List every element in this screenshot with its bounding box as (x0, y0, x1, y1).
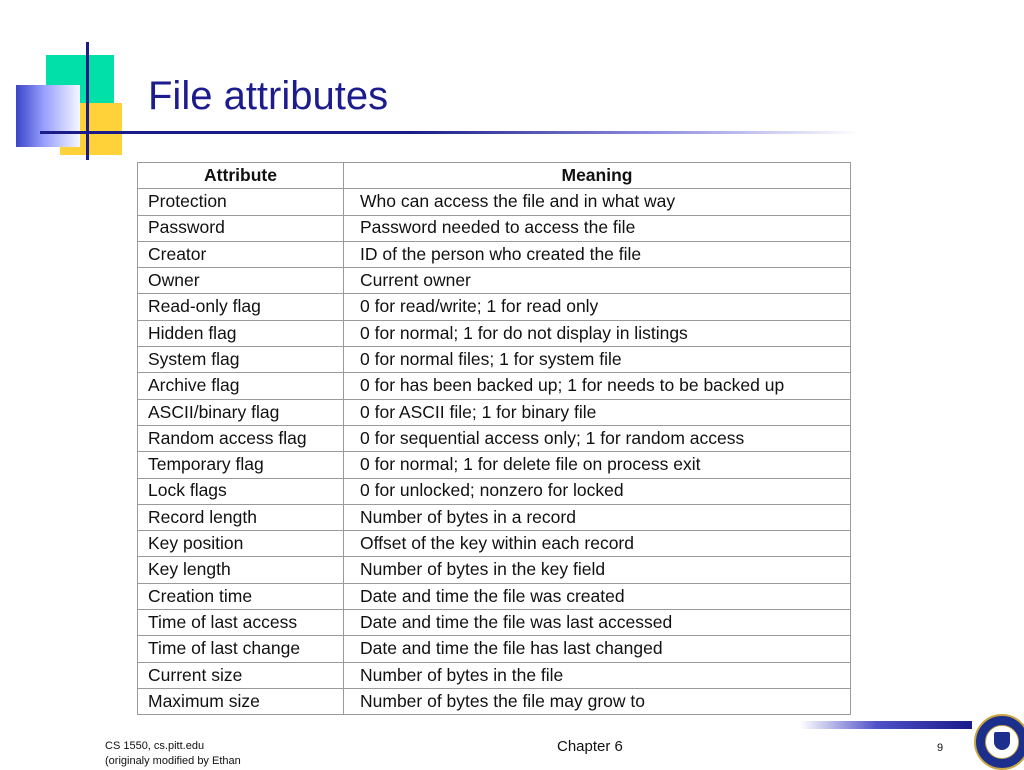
slide-title: File attributes (148, 74, 389, 118)
attribute-cell: Random access flag (138, 425, 344, 451)
table-row (138, 557, 851, 583)
attribute-cell: Temporary flag (138, 452, 344, 478)
footer-accent-bar (800, 721, 972, 729)
attribute-cell: Archive flag (138, 373, 344, 399)
attribute-cell: Owner (138, 268, 344, 294)
attribute-cell: Hidden flag (138, 320, 344, 346)
header-attribute: Attribute (138, 163, 344, 189)
meaning-cell: 0 for sequential access only; 1 for random access (344, 425, 851, 451)
meaning-cell: Number of bytes in the file (344, 662, 851, 688)
header-meaning: Meaning (344, 163, 851, 189)
table-row (138, 399, 851, 425)
seal-shield-icon (994, 732, 1010, 750)
meaning-cell: 0 for normal; 1 for do not display in listings (344, 320, 851, 346)
table-row (138, 478, 851, 504)
attribute-cell: Creator (138, 241, 344, 267)
meaning-cell: Offset of the key within each record (344, 531, 851, 557)
meaning-cell: 0 for ASCII file; 1 for binary file (344, 399, 851, 425)
table-row (138, 320, 851, 346)
table-row (138, 189, 851, 215)
footer-chapter: Chapter 6 (557, 738, 623, 755)
attribute-cell: Key length (138, 557, 344, 583)
meaning-cell: Date and time the file was created (344, 583, 851, 609)
table-row (138, 610, 851, 636)
attribute-cell: Creation time (138, 583, 344, 609)
table-row (138, 215, 851, 241)
attribute-cell: Password (138, 215, 344, 241)
table-row (138, 531, 851, 557)
table-row (138, 347, 851, 373)
meaning-cell: Number of bytes in the key field (344, 557, 851, 583)
footer-course-line: CS 1550, cs.pitt.edu (105, 740, 205, 752)
seal-inner-ring (985, 725, 1019, 759)
attribute-cell: Time of last change (138, 636, 344, 662)
university-seal-icon (974, 714, 1024, 770)
table-row (138, 268, 851, 294)
table-row (138, 688, 851, 714)
table-row (138, 636, 851, 662)
table-row (138, 583, 851, 609)
meaning-cell: Date and time the file was last accessed (344, 610, 851, 636)
attribute-cell: Key position (138, 531, 344, 557)
meaning-cell: Number of bytes the file may grow to (344, 688, 851, 714)
attribute-cell: Lock flags (138, 478, 344, 504)
table-row (138, 662, 851, 688)
table-header-row (138, 163, 851, 189)
attribute-cell: ASCII/binary flag (138, 399, 344, 425)
table-row (138, 425, 851, 451)
table-row (138, 452, 851, 478)
attribute-cell: Current size (138, 662, 344, 688)
slide-number: 9 (937, 742, 944, 754)
attribute-cell: Protection (138, 189, 344, 215)
meaning-cell: Who can access the file and in what way (344, 189, 851, 215)
attribute-cell: Record length (138, 504, 344, 530)
table-row (138, 373, 851, 399)
decorative-blue-gradient-square (16, 85, 80, 147)
meaning-cell: 0 for unlocked; nonzero for locked (344, 478, 851, 504)
meaning-cell: ID of the person who created the file (344, 241, 851, 267)
meaning-cell: Date and time the file has last changed (344, 636, 851, 662)
table-row (138, 504, 851, 530)
file-attributes-table (137, 162, 851, 715)
meaning-cell: 0 for has been backed up; 1 for needs to be backed up (344, 373, 851, 399)
meaning-cell: Password needed to access the file (344, 215, 851, 241)
meaning-cell: 0 for normal files; 1 for system file (344, 347, 851, 373)
meaning-cell: Number of bytes in a record (344, 504, 851, 530)
footer-course-info (105, 739, 241, 769)
attribute-cell: Time of last access (138, 610, 344, 636)
attribute-cell: Maximum size (138, 688, 344, 714)
title-underline (40, 131, 860, 134)
attribute-cell: System flag (138, 347, 344, 373)
attribute-cell: Read-only flag (138, 294, 344, 320)
footer-credit-line: (originaly modified by Ethan (105, 755, 241, 767)
table-row (138, 241, 851, 267)
meaning-cell: 0 for read/write; 1 for read only (344, 294, 851, 320)
table-row (138, 294, 851, 320)
decorative-vertical-line (86, 42, 89, 160)
meaning-cell: 0 for normal; 1 for delete file on process exit (344, 452, 851, 478)
meaning-cell: Current owner (344, 268, 851, 294)
